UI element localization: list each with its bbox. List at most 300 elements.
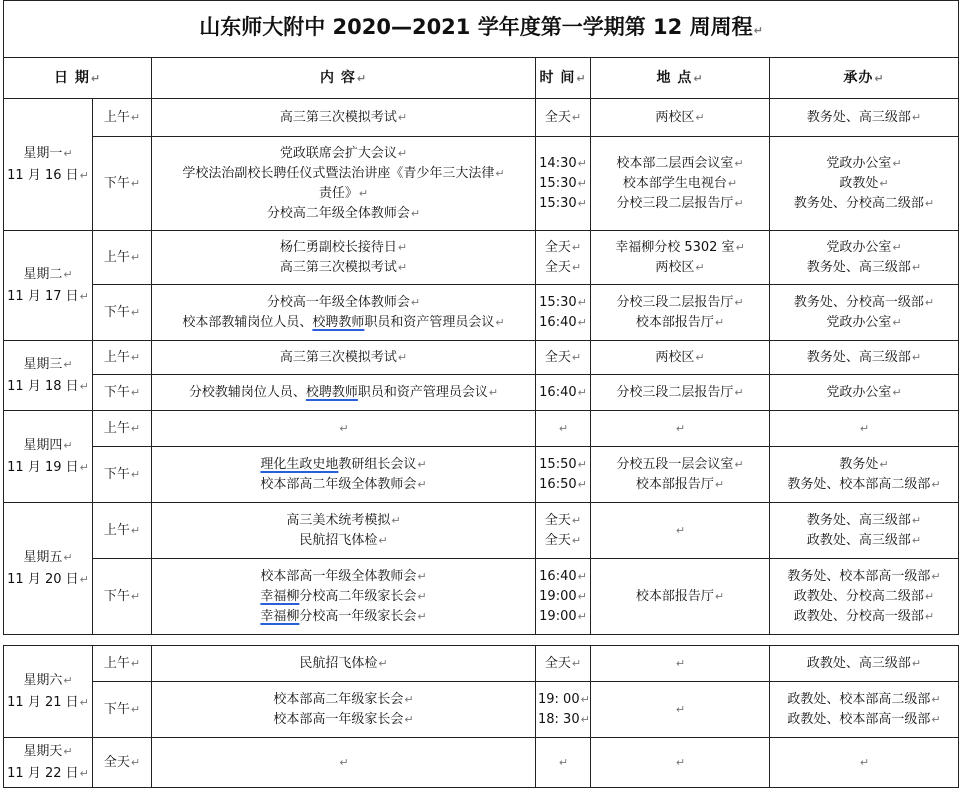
place-cell — [591, 375, 770, 411]
cell-line — [593, 174, 767, 194]
day-cell: 星期六↵ 11 月 21 日↵ — [4, 646, 93, 738]
cell-line — [538, 690, 588, 710]
paragraph-mark: ↵ — [580, 692, 590, 706]
paragraph-mark: ↵ — [577, 176, 587, 190]
cell-line — [772, 383, 956, 403]
content-cell — [152, 285, 536, 341]
paragraph-mark: ↵ — [675, 421, 686, 435]
paragraph-mark: ↵ — [577, 569, 587, 583]
period-label: 下午 — [103, 175, 130, 191]
cell-line — [538, 587, 588, 607]
paragraph-mark: ↵ — [714, 315, 725, 329]
paragraph-mark: ↵ — [859, 755, 870, 769]
cell-text: 分校三段二层报告厅 — [616, 384, 734, 400]
cell-text: 教务处、校本部高二级部 — [787, 476, 931, 492]
cell-line — [538, 455, 588, 475]
cell-line — [772, 753, 956, 773]
paragraph-mark: ↵ — [577, 457, 587, 471]
cell-text: 分校高一年级全体教师会 — [266, 294, 410, 310]
cell-line — [538, 607, 588, 627]
cell-line — [772, 348, 956, 368]
paragraph-mark: ↵ — [397, 260, 408, 274]
cell-text: 教务处、高三级部 — [806, 512, 911, 528]
period-cell: 上午↵ — [93, 341, 152, 375]
paragraph-mark: ↵ — [417, 477, 427, 491]
weekly-schedule-sheet — [3, 0, 958, 788]
paragraph-mark: ↵ — [931, 477, 941, 491]
cell-line — [538, 238, 588, 258]
paragraph-mark: ↵ — [571, 110, 582, 124]
content-cell — [152, 447, 536, 503]
date-label: 11 月 16 日 — [7, 167, 79, 183]
cell-line — [772, 531, 956, 551]
paragraph-mark: ↵ — [577, 196, 587, 210]
date-label: 11 月 22 日 — [7, 765, 79, 781]
place-cell — [591, 503, 770, 559]
paragraph-mark: ↵ — [734, 457, 744, 471]
cell-text: 15:30 — [539, 294, 577, 310]
cell-text: 政教处、高三级部 — [806, 532, 911, 548]
paragraph-mark: ↵ — [734, 385, 744, 399]
cell-text: 党政联席会扩大会议 — [279, 145, 397, 161]
host-cell — [770, 646, 959, 682]
cell-text: 高三第三次模拟考试 — [279, 109, 397, 125]
cell-line — [538, 108, 588, 128]
weekday-label: 星期一 — [23, 145, 63, 161]
page-break-gap — [4, 635, 959, 646]
cell-line — [593, 455, 767, 475]
cell-line — [538, 710, 588, 730]
date-label: 11 月 17 日 — [7, 288, 79, 304]
cell-line — [593, 258, 767, 278]
place-cell — [591, 447, 770, 503]
cell-line — [538, 511, 588, 531]
cell-line — [154, 654, 533, 674]
underlined-word: 幸福柳 — [260, 608, 300, 624]
paragraph-mark: ↵ — [695, 110, 705, 124]
cell-line — [538, 419, 588, 439]
cell-line — [593, 108, 767, 128]
cell-text: 全天 — [544, 655, 571, 671]
weekday-label: 星期五 — [23, 549, 63, 565]
host-cell — [770, 341, 959, 375]
cell-line — [154, 511, 533, 531]
paragraph-mark: ↵ — [675, 755, 686, 769]
weekday-label: 星期天 — [23, 743, 63, 759]
paragraph-mark: ↵ — [339, 755, 349, 769]
period-label: 上午 — [103, 655, 130, 671]
page-title-text: 山东师大附中 2020—2021 学年度第一学期第 12 周周程 — [199, 15, 753, 39]
cell-text: 18: 30 — [538, 711, 580, 727]
paragraph-mark: ↵ — [911, 533, 922, 547]
period-cell: 全天↵ — [93, 738, 152, 788]
cell-line — [772, 293, 956, 313]
cell-text: 全天 — [544, 109, 571, 125]
time-cell — [536, 99, 591, 137]
period-label: 全天 — [103, 754, 130, 770]
paragraph-mark: ↵ — [879, 457, 889, 471]
cell-line — [772, 419, 956, 439]
cell-line — [154, 144, 533, 164]
cell-line — [538, 567, 588, 587]
host-cell — [770, 285, 959, 341]
paragraph-mark: ↵ — [488, 385, 499, 399]
cell-line — [772, 174, 956, 194]
cell-line — [538, 258, 588, 278]
content-cell — [152, 682, 536, 738]
cell-text: 15:30 — [539, 175, 577, 191]
time-cell — [536, 646, 591, 682]
paragraph-mark: ↵ — [397, 110, 408, 124]
content-cell — [152, 341, 536, 375]
cell-line — [772, 108, 956, 128]
page-title — [4, 1, 959, 58]
content-cell — [152, 503, 536, 559]
paragraph-mark: ↵ — [675, 656, 686, 670]
cell-text: 政教处、高三级部 — [806, 655, 911, 671]
cell-text: 党政办公室 — [826, 314, 892, 330]
cell-text: 教务处、分校高一级部 — [793, 294, 924, 310]
cell-text: 校本部报告厅 — [635, 314, 714, 330]
cell-text: 教务处、高三级部 — [806, 349, 911, 365]
time-cell — [536, 411, 591, 447]
cell-text: 分校三段二层报告厅 — [616, 294, 734, 310]
cell-line — [154, 419, 533, 439]
cell-text: 责任》 — [318, 185, 358, 201]
host-cell — [770, 682, 959, 738]
paragraph-mark: ↵ — [892, 156, 902, 170]
time-cell — [536, 285, 591, 341]
cell-line — [772, 258, 956, 278]
cell-line — [154, 348, 533, 368]
cell-text: 全天 — [544, 532, 571, 548]
paragraph-mark: ↵ — [417, 609, 427, 623]
day-cell: 星期一↵ 11 月 16 日↵ — [4, 99, 93, 231]
cell-text: 校本部教辅岗位人员、校聘教师职员和资产管理员会议 — [182, 314, 495, 330]
host-cell — [770, 375, 959, 411]
paragraph-mark: ↵ — [558, 755, 569, 769]
cell-line — [154, 587, 533, 607]
time-cell — [536, 559, 591, 635]
table-row — [4, 447, 959, 503]
paragraph-mark: ↵ — [924, 295, 935, 309]
paragraph-mark: ↵ — [417, 457, 427, 471]
cell-line — [538, 383, 588, 403]
cell-text: 14:30 — [539, 155, 577, 171]
paragraph-mark: ↵ — [404, 692, 414, 706]
place-cell — [591, 231, 770, 285]
paragraph-mark: ↵ — [753, 24, 763, 37]
paragraph-mark: ↵ — [577, 609, 587, 623]
cell-line — [772, 455, 956, 475]
place-cell — [591, 341, 770, 375]
cell-line — [154, 710, 533, 730]
underlined-word: 理化生政史地 — [260, 456, 339, 472]
table-row — [4, 682, 959, 738]
paragraph-mark: ↵ — [397, 146, 408, 160]
cell-text: 政教处、分校高一级部 — [793, 608, 924, 624]
cell-line — [154, 293, 533, 313]
cell-line — [772, 587, 956, 607]
cell-text: 教务处、校本部高一级部 — [787, 568, 931, 584]
period-cell: 下午↵ — [93, 447, 152, 503]
cell-line — [593, 293, 767, 313]
cell-line — [154, 690, 533, 710]
paragraph-mark: ↵ — [734, 156, 744, 170]
cell-text: 两校区 — [655, 349, 695, 365]
cell-line — [538, 654, 588, 674]
paragraph-mark: ↵ — [571, 533, 582, 547]
paragraph-mark: ↵ — [931, 712, 941, 726]
date-label: 11 月 20 日 — [7, 571, 79, 587]
paragraph-mark: ↵ — [714, 477, 725, 491]
period-label: 上午 — [103, 109, 130, 125]
host-cell — [770, 99, 959, 137]
header-place: 地 点↵ — [591, 58, 770, 99]
time-cell — [536, 682, 591, 738]
cell-text: 16:40 — [539, 384, 577, 400]
cell-line — [538, 154, 588, 174]
paragraph-mark: ↵ — [571, 240, 582, 254]
paragraph-mark: ↵ — [924, 609, 935, 623]
cell-line — [538, 194, 588, 214]
host-cell — [770, 411, 959, 447]
cell-text: 政教处、分校高二级部 — [793, 588, 924, 604]
cell-line — [772, 654, 956, 674]
paragraph-mark: ↵ — [397, 240, 408, 254]
cell-text: 高三第三次模拟考试 — [279, 259, 397, 275]
host-cell — [770, 559, 959, 635]
cell-line — [154, 238, 533, 258]
cell-line — [154, 455, 533, 475]
host-cell — [770, 137, 959, 231]
paragraph-mark: ↵ — [734, 295, 744, 309]
time-cell — [536, 341, 591, 375]
paragraph-mark: ↵ — [404, 712, 414, 726]
paragraph-mark: ↵ — [911, 110, 922, 124]
date-label: 11 月 19 日 — [7, 459, 79, 475]
paragraph-mark: ↵ — [675, 523, 686, 537]
cell-text: 学校法治副校长聘任仪式暨法治讲座《青少年三大法律 — [182, 165, 495, 181]
cell-line — [593, 700, 767, 720]
cell-text: 全天 — [544, 512, 571, 528]
content-cell — [152, 646, 536, 682]
table-row — [4, 375, 959, 411]
paragraph-mark: ↵ — [339, 421, 349, 435]
time-cell — [536, 375, 591, 411]
paragraph-mark: ↵ — [577, 315, 587, 329]
title-row — [4, 1, 959, 58]
host-cell — [770, 231, 959, 285]
period-cell: 上午↵ — [93, 646, 152, 682]
cell-text: 政教处 — [839, 175, 879, 191]
cell-text: 校本部高一年级家长会 — [273, 711, 404, 727]
cell-line — [593, 521, 767, 541]
cell-line — [154, 607, 533, 627]
cell-line — [154, 531, 533, 551]
paragraph-mark: ↵ — [911, 513, 922, 527]
paragraph-mark: ↵ — [577, 156, 587, 170]
cell-line — [593, 587, 767, 607]
content-cell — [152, 411, 536, 447]
cell-text: 16:50 — [539, 476, 577, 492]
cell-text: 校本部学生电视台 — [622, 175, 727, 191]
cell-line — [154, 383, 533, 403]
cell-line — [154, 258, 533, 278]
place-cell — [591, 646, 770, 682]
paragraph-mark: ↵ — [577, 589, 587, 603]
cell-text: 校本部二层西会议室 — [616, 155, 734, 171]
cell-text: 党政办公室 — [826, 239, 892, 255]
cell-text: 教务处、高三级部 — [806, 109, 911, 125]
cell-text: 党政办公室 — [826, 384, 892, 400]
cell-line — [154, 475, 533, 495]
period-cell: 下午↵ — [93, 375, 152, 411]
period-label: 下午 — [103, 701, 130, 717]
cell-text: 高三美术统考模拟 — [286, 512, 391, 528]
content-cell — [152, 99, 536, 137]
paragraph-mark: ↵ — [911, 260, 922, 274]
time-cell — [536, 231, 591, 285]
content-cell — [152, 231, 536, 285]
cell-line — [772, 567, 956, 587]
paragraph-mark: ↵ — [695, 260, 705, 274]
paragraph-mark: ↵ — [577, 477, 587, 491]
cell-text: 高三第三次模拟考试 — [279, 349, 397, 365]
period-cell: 下午↵ — [93, 559, 152, 635]
cell-text: 15:30 — [539, 195, 577, 211]
period-cell: 上午↵ — [93, 503, 152, 559]
cell-text: 幸福柳分校 5302 室 — [615, 239, 735, 255]
paragraph-mark: ↵ — [892, 385, 902, 399]
day-cell: 星期四↵ 11 月 19 日↵ — [4, 411, 93, 503]
paragraph-mark: ↵ — [378, 656, 388, 670]
cell-text: 民航招飞体检 — [299, 655, 378, 671]
period-cell: 下午↵ — [93, 285, 152, 341]
cell-text: 两校区 — [655, 259, 695, 275]
cell-text: 分校三段二层报告厅 — [616, 195, 734, 211]
cell-text: 15:50 — [539, 456, 577, 472]
header-date: 日 期↵ — [4, 58, 152, 99]
underlined-word: 校聘教师 — [312, 314, 365, 330]
cell-line — [593, 348, 767, 368]
table-row — [4, 99, 959, 137]
cell-text: 分校教辅岗位人员、校聘教师职员和资产管理员会议 — [188, 384, 488, 400]
paragraph-mark: ↵ — [571, 350, 582, 364]
cell-line — [538, 348, 588, 368]
cell-line — [538, 753, 588, 773]
day-cell: 星期五↵ 11 月 20 日↵ — [4, 503, 93, 635]
period-cell: 下午↵ — [93, 682, 152, 738]
paragraph-mark: ↵ — [879, 176, 889, 190]
cell-text: 16:40 — [539, 314, 577, 330]
table-row — [4, 137, 959, 231]
paragraph-mark: ↵ — [734, 196, 744, 210]
cell-text: 分校高二年级全体教师会 — [266, 205, 410, 221]
cell-text: 两校区 — [655, 109, 695, 125]
period-label: 下午 — [103, 384, 130, 400]
cell-line — [154, 164, 533, 184]
cell-line — [154, 184, 533, 204]
header-row — [4, 58, 959, 99]
content-cell — [152, 137, 536, 231]
paragraph-mark: ↵ — [571, 513, 582, 527]
cell-text: 全天 — [544, 349, 571, 365]
cell-line — [593, 238, 767, 258]
time-cell — [536, 137, 591, 231]
host-cell — [770, 738, 959, 788]
paragraph-mark: ↵ — [358, 186, 369, 200]
paragraph-mark: ↵ — [495, 166, 505, 180]
schedule-table — [3, 0, 959, 788]
cell-line — [772, 690, 956, 710]
header-host: 承办↵ — [770, 58, 959, 99]
page-break-cell — [4, 635, 959, 646]
paragraph-mark: ↵ — [892, 240, 902, 254]
paragraph-mark: ↵ — [695, 350, 705, 364]
paragraph-mark: ↵ — [931, 692, 941, 706]
period-label: 上午 — [103, 249, 130, 265]
table-row — [4, 341, 959, 375]
cell-text: 幸福柳分校高一年级家长会 — [260, 608, 417, 624]
paragraph-mark: ↵ — [495, 315, 505, 329]
paragraph-mark: ↵ — [859, 421, 870, 435]
table-row — [4, 503, 959, 559]
cell-text: 政教处、校本部高一级部 — [787, 711, 931, 727]
cell-text: 校本部报告厅 — [635, 476, 714, 492]
cell-line — [154, 108, 533, 128]
cell-line — [154, 753, 533, 773]
period-label: 上午 — [103, 522, 130, 538]
period-cell: 上午↵ — [93, 231, 152, 285]
day-cell: 星期天↵ 11 月 22 日↵ — [4, 738, 93, 788]
cell-text: 政教处、校本部高二级部 — [787, 691, 931, 707]
table-row — [4, 285, 959, 341]
cell-line — [593, 475, 767, 495]
cell-line — [772, 511, 956, 531]
paragraph-mark: ↵ — [571, 656, 582, 670]
paragraph-mark: ↵ — [417, 569, 427, 583]
table-row — [4, 411, 959, 447]
cell-text: 教务处、分校高二级部 — [793, 195, 924, 211]
period-label: 下午 — [103, 588, 130, 604]
paragraph-mark: ↵ — [391, 513, 401, 527]
time-cell — [536, 447, 591, 503]
cell-text: 幸福柳分校高二年级家长会 — [260, 588, 417, 604]
period-cell: 上午↵ — [93, 99, 152, 137]
cell-line — [154, 204, 533, 224]
weekday-label: 星期六 — [23, 672, 63, 688]
cell-text: 19:00 — [539, 608, 577, 624]
paragraph-mark: ↵ — [735, 240, 745, 254]
place-cell — [591, 137, 770, 231]
day-cell: 星期三↵ 11 月 18 日↵ — [4, 341, 93, 411]
paragraph-mark: ↵ — [911, 656, 922, 670]
period-label: 下午 — [103, 466, 130, 482]
cell-text: 全天 — [544, 259, 571, 275]
cell-text: 教务处 — [839, 456, 879, 472]
cell-line — [593, 654, 767, 674]
cell-text: 理化生政史地教研组长会议 — [260, 456, 417, 472]
time-cell — [536, 738, 591, 788]
cell-line — [593, 753, 767, 773]
period-label: 下午 — [103, 304, 130, 320]
header-time: 时 间↵ — [536, 58, 591, 99]
paragraph-mark: ↵ — [892, 315, 902, 329]
cell-line — [772, 475, 956, 495]
paragraph-mark: ↵ — [577, 385, 587, 399]
cell-text: 16:40 — [539, 568, 577, 584]
